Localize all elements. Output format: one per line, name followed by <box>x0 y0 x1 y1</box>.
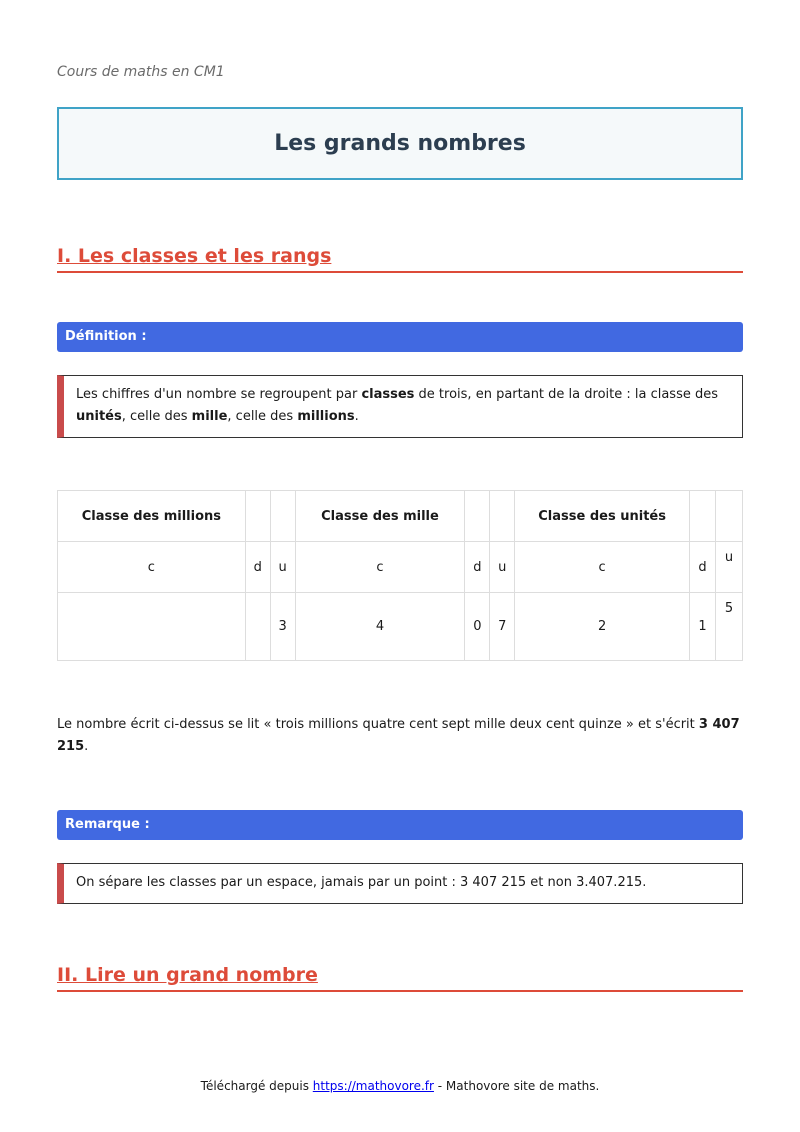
empty-cell <box>715 491 742 542</box>
remark-box <box>57 863 743 904</box>
empty-cell <box>689 491 715 542</box>
definition-text: , celle des <box>121 409 192 424</box>
definition-text: Les chiffres d'un nombre se regroupent par <box>76 387 362 402</box>
class-header-mille: Classe des mille <box>295 491 465 542</box>
course-subtitle: Cours de maths en CM1 <box>57 64 225 80</box>
reading-text: Le nombre écrit ci-dessus se lit « trois millions quatre cent sept mille deux cent quinze » et s'écrit <box>57 717 699 732</box>
digit-cell: 7 <box>490 593 515 661</box>
rank-cell: c <box>515 542 690 593</box>
footer-suffix: - Mathovore site de maths. <box>433 1079 600 1093</box>
definition-box <box>57 375 743 438</box>
digit-cell: 5 <box>715 593 742 661</box>
footer-prefix: Téléchargé depuis <box>200 1079 313 1093</box>
digit-cell: 2 <box>515 593 690 661</box>
term-mille: mille <box>191 409 228 424</box>
rank-row <box>58 542 743 593</box>
section-heading-lire <box>57 964 743 992</box>
class-header-row <box>58 491 743 542</box>
empty-cell <box>270 491 295 542</box>
title-box <box>57 107 743 180</box>
digit-row <box>58 593 743 661</box>
section-heading-text: I. Les classes et les rangs <box>57 245 332 267</box>
page-title: Les grands nombres <box>274 131 526 156</box>
empty-cell <box>245 491 270 542</box>
definition-label: Définition : <box>57 322 743 352</box>
term-unites: unités <box>76 409 122 424</box>
digit-cell: 4 <box>295 593 465 661</box>
digit-cell <box>58 593 246 661</box>
digit-cell <box>245 593 270 661</box>
class-header-unites: Classe des unités <box>515 491 690 542</box>
remark-text: On sépare les classes par un espace, jamais par un point : 3 407 215 et non 3.407.215. <box>76 875 647 890</box>
reading-paragraph <box>57 714 743 758</box>
number-written: 3 407 215 <box>57 717 740 754</box>
empty-cell <box>465 491 490 542</box>
digit-cell: 0 <box>465 593 490 661</box>
footer <box>0 1079 800 1093</box>
empty-cell <box>490 491 515 542</box>
definition-text: . <box>354 409 359 424</box>
rank-cell: d <box>689 542 715 593</box>
digit-cell: 1 <box>689 593 715 661</box>
rank-cell: d <box>245 542 270 593</box>
class-header-millions: Classe des millions <box>58 491 246 542</box>
classes-table <box>57 490 743 661</box>
rank-cell: u <box>490 542 515 593</box>
reading-end: . <box>84 739 89 754</box>
term-millions: millions <box>297 409 355 424</box>
digit-cell: 3 <box>270 593 295 661</box>
section-heading-classes <box>57 245 743 273</box>
rank-cell: u <box>715 542 742 593</box>
term-classes: classes <box>361 387 415 402</box>
remark-label: Remarque : <box>57 810 743 840</box>
definition-text: de trois, en partant de la droite : la classe des <box>414 387 719 402</box>
section-heading-text: II. Lire un grand nombre <box>57 964 318 986</box>
rank-cell: u <box>270 542 295 593</box>
rank-cell: c <box>295 542 465 593</box>
definition-text: , celle des <box>227 409 298 424</box>
rank-cell: d <box>465 542 490 593</box>
rank-cell: c <box>58 542 246 593</box>
footer-link[interactable]: https://mathovore.fr <box>312 1079 434 1093</box>
